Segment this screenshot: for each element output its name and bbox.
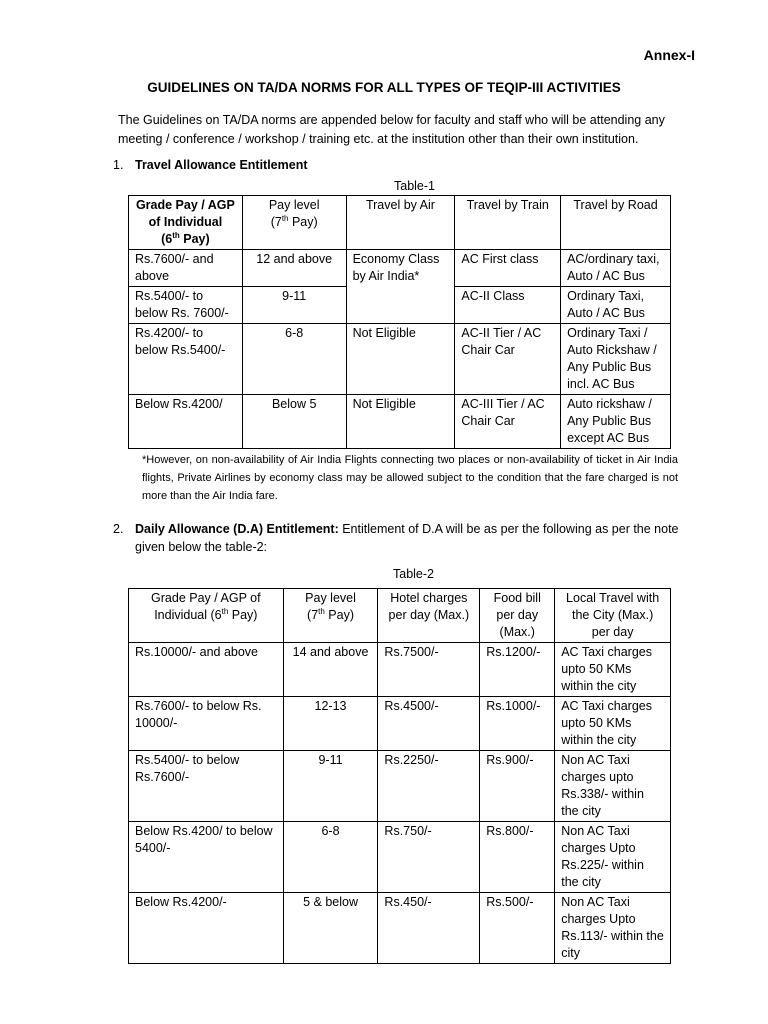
t1-header-grade xyxy=(129,196,243,250)
intro-paragraph: The Guidelines on TA/DA norms are appended below for faculty and staff who will be attending any meeting / conference / workshop / training etc. at the institution other than their own institution. xyxy=(118,113,665,146)
t1-header-air: Travel by Air xyxy=(346,196,455,250)
t2-cell-food: Rs.1000/- xyxy=(480,697,555,751)
table-2-caption: Table-2 xyxy=(393,567,434,581)
section-2-body xyxy=(135,520,679,556)
t1-cell-pay: Below 5 xyxy=(242,395,346,449)
annex-label: Annex-I xyxy=(643,47,695,63)
t2-cell-grade: Rs.7600/- to below Rs. 10000/- xyxy=(129,697,284,751)
t1-header-pay xyxy=(242,196,346,250)
t2-header-local: Local Travel with the City (Max.) per day xyxy=(555,589,671,643)
section-1-title: Travel Allowance Entitlement xyxy=(135,158,308,172)
table-row xyxy=(129,893,671,964)
t2-cell-hotel: Rs.7500/- xyxy=(378,643,480,697)
table-2 xyxy=(128,588,671,964)
section-2-number: 2. xyxy=(113,522,124,536)
t1-cell-grade: Rs.5400/- to below Rs. 7600/- xyxy=(129,287,243,324)
t2-cell-grade: Rs.10000/- and above xyxy=(129,643,284,697)
t2-cell-food: Rs.1200/- xyxy=(480,643,555,697)
t2-cell-hotel: Rs.2250/- xyxy=(378,751,480,822)
footnote: *However, on non-availability of Air India Flights connecting two places or non-availability of ticket in Air India flights, Private Airlines by economy class may be allowed subject to the condition that the fare charged is not more than the Air India fare. xyxy=(142,454,678,502)
t1-cell-road: Ordinary Taxi / Auto Rickshaw / Any Public Bus incl. AC Bus xyxy=(561,324,671,395)
t1-header-pay-line1: Pay level xyxy=(268,198,320,212)
t1-header-grade-sup: th xyxy=(172,230,180,240)
table-row xyxy=(129,643,671,697)
t2-cell-hotel: Rs.750/- xyxy=(378,822,480,893)
t2-cell-pay: 14 and above xyxy=(283,643,378,697)
table-row xyxy=(129,395,671,449)
table-row xyxy=(129,751,671,822)
t1-header-grade-line2: (6 xyxy=(161,232,173,246)
t1-header-road: Travel by Road xyxy=(561,196,671,250)
t1-header-pay-line2: (7 xyxy=(270,215,282,229)
t2-cell-pay: 6-8 xyxy=(283,822,378,893)
t1-cell-road: Ordinary Taxi, Auto / AC Bus xyxy=(561,287,671,324)
t1-cell-pay: 12 and above xyxy=(242,250,346,287)
t1-cell-grade: Below Rs.4200/ xyxy=(129,395,243,449)
t1-header-grade-line1: Grade Pay / AGP of Individual xyxy=(135,198,235,229)
t2-header-pay xyxy=(283,589,378,643)
t2-cell-local: Non AC Taxi charges upto Rs.338/- within the city xyxy=(555,751,671,822)
t2-cell-food: Rs.800/- xyxy=(480,822,555,893)
t2-header-pay-line2: (7 xyxy=(307,608,319,622)
t2-cell-grade: Below Rs.4200/- xyxy=(129,893,284,964)
t2-cell-food: Rs.500/- xyxy=(480,893,555,964)
t2-header-pay-line3: Pay) xyxy=(324,608,355,622)
t1-cell-pay: 9-11 xyxy=(242,287,346,324)
table-row xyxy=(129,324,671,395)
t1-header-pay-line3: Pay) xyxy=(288,215,318,229)
t2-cell-grade: Below Rs.4200/ to below 5400/- xyxy=(129,822,284,893)
t1-cell-road: Auto rickshaw / Any Public Bus except AC Bus xyxy=(561,395,671,449)
table-row xyxy=(129,697,671,751)
t1-cell-train: AC-III Tier / AC Chair Car xyxy=(455,395,561,449)
table-row xyxy=(129,250,671,287)
section-2-title: Daily Allowance (D.A) Entitlement: xyxy=(135,522,339,536)
t2-cell-hotel: Rs.450/- xyxy=(378,893,480,964)
t2-cell-local: AC Taxi charges upto 50 KMs within the city xyxy=(555,643,671,697)
t1-cell-air: Economy Class by Air India* xyxy=(346,250,455,324)
t2-cell-local: Non AC Taxi charges Upto Rs.225/- within the city xyxy=(555,822,671,893)
t2-header-hotel: Hotel charges per day (Max.) xyxy=(378,589,480,643)
t2-cell-hotel: Rs.4500/- xyxy=(378,697,480,751)
t1-cell-air: Not Eligible xyxy=(346,324,455,395)
t2-header-grade-line2: Pay) xyxy=(228,608,258,622)
t2-cell-local: Non AC Taxi charges Upto Rs.113/- within the city xyxy=(555,893,671,964)
page-title: GUIDELINES ON TA/DA NORMS FOR ALL TYPES OF TEQIP-III ACTIVITIES xyxy=(147,80,621,95)
t2-cell-local: AC Taxi charges upto 50 KMs within the city xyxy=(555,697,671,751)
table-1-caption: Table-1 xyxy=(394,179,435,193)
section-1-number: 1. xyxy=(113,158,124,172)
table-row xyxy=(129,822,671,893)
table-1-header-row xyxy=(129,196,671,250)
t2-header-grade xyxy=(129,589,284,643)
t1-cell-road: AC/ordinary taxi, Auto / AC Bus xyxy=(561,250,671,287)
t1-header-grade-line3: Pay) xyxy=(179,232,210,246)
t2-cell-pay: 9-11 xyxy=(283,751,378,822)
t2-cell-pay: 5 & below xyxy=(283,893,378,964)
t1-cell-train: AC First class xyxy=(455,250,561,287)
t1-cell-pay: 6-8 xyxy=(242,324,346,395)
t1-cell-grade: Rs.7600/- and above xyxy=(129,250,243,287)
t1-header-train: Travel by Train xyxy=(455,196,561,250)
t2-cell-food: Rs.900/- xyxy=(480,751,555,822)
t2-header-pay-sup: th xyxy=(318,606,325,616)
t1-cell-air: Not Eligible xyxy=(346,395,455,449)
t1-cell-train: AC-II Class xyxy=(455,287,561,324)
t1-cell-grade: Rs.4200/- to below Rs.5400/- xyxy=(129,324,243,395)
section-2-text: Entitlement of D.A will be as per the following as per the note given below the table-2: xyxy=(135,522,679,554)
table-2-header-row xyxy=(129,589,671,643)
table-1 xyxy=(128,195,671,449)
t2-header-food: Food bill per day (Max.) xyxy=(480,589,555,643)
section-2-heading xyxy=(113,520,679,556)
t2-header-grade-sup: th xyxy=(221,606,229,616)
t1-header-pay-sup: th xyxy=(281,213,289,223)
t1-cell-train: AC-II Tier / AC Chair Car xyxy=(455,324,561,395)
t2-cell-grade: Rs.5400/- to below Rs.7600/- xyxy=(129,751,284,822)
t2-cell-pay: 12-13 xyxy=(283,697,378,751)
t2-header-pay-line1: Pay level xyxy=(305,591,356,605)
t2-header-grade-line1: Grade Pay / AGP of Individual (6 xyxy=(151,591,261,622)
